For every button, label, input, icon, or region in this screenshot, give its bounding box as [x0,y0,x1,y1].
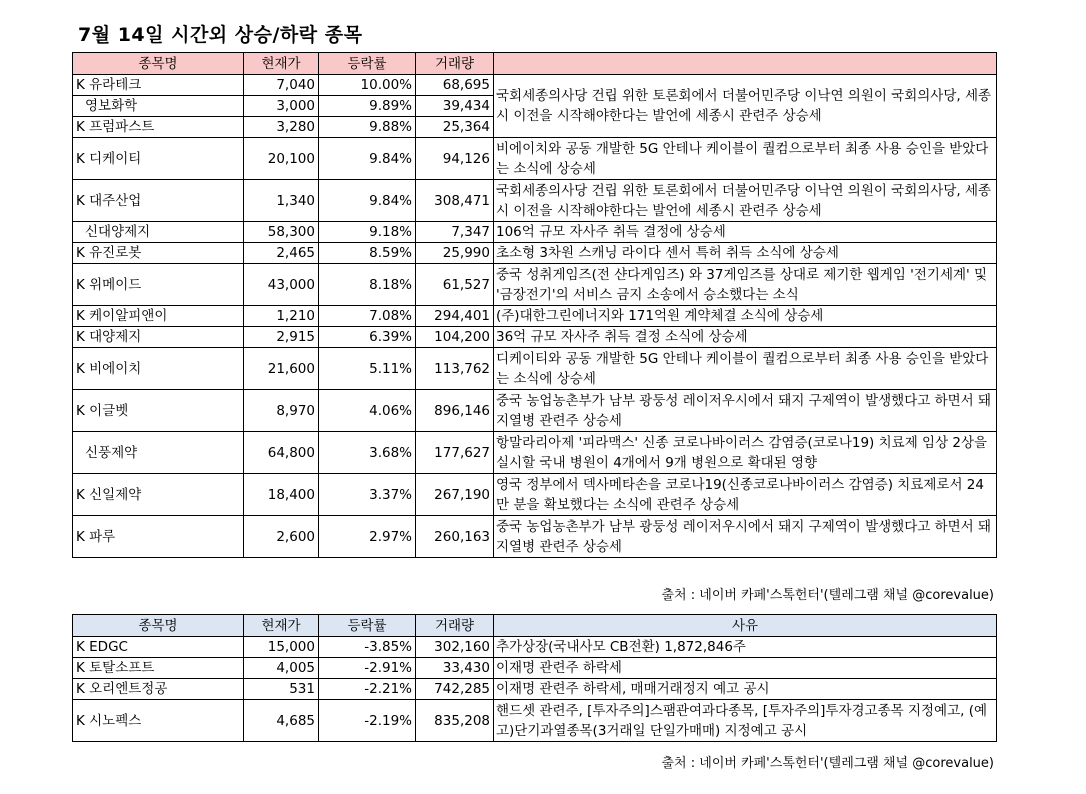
stock-change: 8.18% [319,264,416,306]
header-price: 현재가 [244,615,319,637]
stock-price: 64,800 [244,432,319,474]
table-row [73,264,997,306]
header-reason [494,53,997,75]
stock-reason: 핸드셋 관련주, [투자주의]스팸관여과다종목, [투자주의]투자경고종목 지정예고, (예고)단기과열종목(3거래일 단일가매매) 지정예고 공시 [494,700,997,742]
stock-reason: 중국 성취게임즈(전 샨다게임즈) 와 37게임즈를 상대로 제기한 웹게임 '전기세계' 및 '금장전기'의 서비스 금지 소송에서 승소했다는 소식 [494,264,997,306]
stock-name: K 위메이드 [73,264,244,306]
stock-name: K 비에이치 [73,348,244,390]
table-row [73,348,997,390]
stock-price: 2,465 [244,243,319,264]
stock-volume: 68,695 [416,75,494,96]
stock-reason: 초소형 3차원 스캐닝 라이다 센서 특허 취득 소식에 상승세 [494,243,997,264]
header-volume: 거래량 [416,53,494,75]
table-row [73,327,997,348]
falling-stocks-table [72,614,997,742]
stock-volume: 61,527 [416,264,494,306]
stock-volume: 267,190 [416,474,494,516]
stock-name: K 유진로봇 [73,243,244,264]
stock-reason: 국회세종의사당 건립 위한 토론회에서 더불어민주당 이낙연 의원이 국회의사당, 세종시 이전을 시작해야한다는 발언에 세종시 관련주 상승세 [494,75,997,138]
stock-volume: 177,627 [416,432,494,474]
stock-name: K 파루 [73,516,244,558]
stock-change: 9.89% [319,96,416,117]
table-row [73,243,997,264]
stock-name: K 케이알피앤이 [73,306,244,327]
stock-volume: 7,347 [416,222,494,243]
stock-change: 9.84% [319,138,416,180]
stock-volume: 25,364 [416,117,494,138]
stock-price: 3,000 [244,96,319,117]
stock-change: 5.11% [319,348,416,390]
stock-reason: (주)대한그린에너지와 171억원 계약체결 소식에 상승세 [494,306,997,327]
table-header-row [73,53,997,75]
stock-price: 43,000 [244,264,319,306]
stock-reason: 영국 정부에서 덱사메타손을 코로나19(신종코로나바이러스 감염증) 치료제로서 24만 분을 확보했다는 소식에 관련주 상승세 [494,474,997,516]
stock-price: 15,000 [244,637,319,658]
stock-change: 6.39% [319,327,416,348]
stock-reason: 중국 농업농촌부가 남부 광둥성 레이저우시에서 돼지 구제역이 발생했다고 하면서 돼지열병 관련주 상승세 [494,516,997,558]
stock-volume: 308,471 [416,180,494,222]
stock-name: K 시노펙스 [73,700,244,742]
rising-stocks-table [72,52,997,558]
stock-name: 영보화학 [73,96,244,117]
stock-reason: 106억 규모 자사주 취득 결정에 상승세 [494,222,997,243]
stock-volume: 302,160 [416,637,494,658]
table-row [73,516,997,558]
table-row [73,306,997,327]
stock-price: 3,280 [244,117,319,138]
stock-price: 58,300 [244,222,319,243]
stock-reason: 비에이치와 공동 개발한 5G 안테나 케이블이 퀄컴으로부터 최종 사용 승인을 받았다는 소식에 상승세 [494,138,997,180]
stock-change: 9.18% [319,222,416,243]
header-name: 종목명 [73,53,244,75]
stock-price: 7,040 [244,75,319,96]
stock-reason: 디케이티와 공동 개발한 5G 안테나 케이블이 퀄컴으로부터 최종 사용 승인을 받았다는 소식에 상승세 [494,348,997,390]
source-note: 출처 : 네이버 카페'스톡헌터'(텔레그램 채널 @corevalue) [661,756,994,771]
stock-reason: 중국 농업농촌부가 남부 광둥성 레이저우시에서 돼지 구제역이 발생했다고 하면서 돼지열병 관련주 상승세 [494,390,997,432]
stock-volume: 33,430 [416,658,494,679]
stock-change: -3.85% [319,637,416,658]
stock-change: 2.97% [319,516,416,558]
stock-change: 4.06% [319,390,416,432]
stock-reason: 이재명 관련주 하락세, 매매거래정지 예고 공시 [494,679,997,700]
table-row [73,222,997,243]
header-reason: 사유 [494,615,997,637]
stock-name: 신대양제지 [73,222,244,243]
table-row [73,180,997,222]
table-row [73,390,997,432]
stock-reason: 국회세종의사당 건립 위한 토론회에서 더불어민주당 이낙연 의원이 국회의사당, 세종시 이전을 시작해야한다는 발언에 세종시 관련주 상승세 [494,180,997,222]
header-volume: 거래량 [416,615,494,637]
stock-volume: 104,200 [416,327,494,348]
stock-price: 2,600 [244,516,319,558]
stock-name: K EDGC [73,637,244,658]
stock-price: 20,100 [244,138,319,180]
stock-change: 3.37% [319,474,416,516]
stock-volume: 25,990 [416,243,494,264]
stock-name: K 오리엔트정공 [73,679,244,700]
table-row [73,658,997,679]
stock-volume: 113,762 [416,348,494,390]
stock-price: 4,005 [244,658,319,679]
stock-name: K 유라테크 [73,75,244,96]
table-row [73,637,997,658]
stock-change: 10.00% [319,75,416,96]
header-change: 등락률 [319,615,416,637]
stock-change: -2.21% [319,679,416,700]
header-price: 현재가 [244,53,319,75]
table-row [73,474,997,516]
stock-volume: 742,285 [416,679,494,700]
table-row [73,138,997,180]
header-name: 종목명 [73,615,244,637]
table-row [73,75,997,96]
stock-volume: 294,401 [416,306,494,327]
stock-name: K 이글벳 [73,390,244,432]
stock-price: 21,600 [244,348,319,390]
page-title: 7월 14일 시간외 상승/하락 종목 [78,24,363,46]
table-row [73,679,997,700]
stock-price: 2,915 [244,327,319,348]
stock-reason: 항말라리아제 '피라맥스' 신종 코로나바이러스 감염증(코로나19) 치료제 임상 2상을 실시할 국내 병원이 4개에서 9개 병원으로 확대된 영향 [494,432,997,474]
stock-volume: 896,146 [416,390,494,432]
stock-price: 8,970 [244,390,319,432]
stock-change: -2.91% [319,658,416,679]
stock-change: 9.84% [319,180,416,222]
stock-name: K 대주산업 [73,180,244,222]
table-row [73,700,997,742]
stock-reason: 추가상장(국내사모 CB전환) 1,872,846주 [494,637,997,658]
stock-reason: 이재명 관련주 하락세 [494,658,997,679]
stock-name: K 프럼파스트 [73,117,244,138]
source-note: 출처 : 네이버 카페'스톡헌터'(텔레그램 채널 @corevalue) [661,588,994,603]
table-row [73,432,997,474]
stock-price: 18,400 [244,474,319,516]
stock-name: K 토탈소프트 [73,658,244,679]
stock-name: K 대양제지 [73,327,244,348]
table-header-row [73,615,997,637]
stock-volume: 260,163 [416,516,494,558]
stock-name: K 디케이티 [73,138,244,180]
stock-change: 9.88% [319,117,416,138]
stock-price: 531 [244,679,319,700]
stock-change: -2.19% [319,700,416,742]
stock-volume: 835,208 [416,700,494,742]
stock-change: 8.59% [319,243,416,264]
stock-name: 신풍제약 [73,432,244,474]
stock-change: 7.08% [319,306,416,327]
stock-reason: 36억 규모 자사주 취득 결정 소식에 상승세 [494,327,997,348]
stock-name: K 신일제약 [73,474,244,516]
stock-change: 3.68% [319,432,416,474]
stock-volume: 94,126 [416,138,494,180]
header-change: 등락률 [319,53,416,75]
stock-price: 4,685 [244,700,319,742]
stock-price: 1,340 [244,180,319,222]
stock-volume: 39,434 [416,96,494,117]
stock-price: 1,210 [244,306,319,327]
